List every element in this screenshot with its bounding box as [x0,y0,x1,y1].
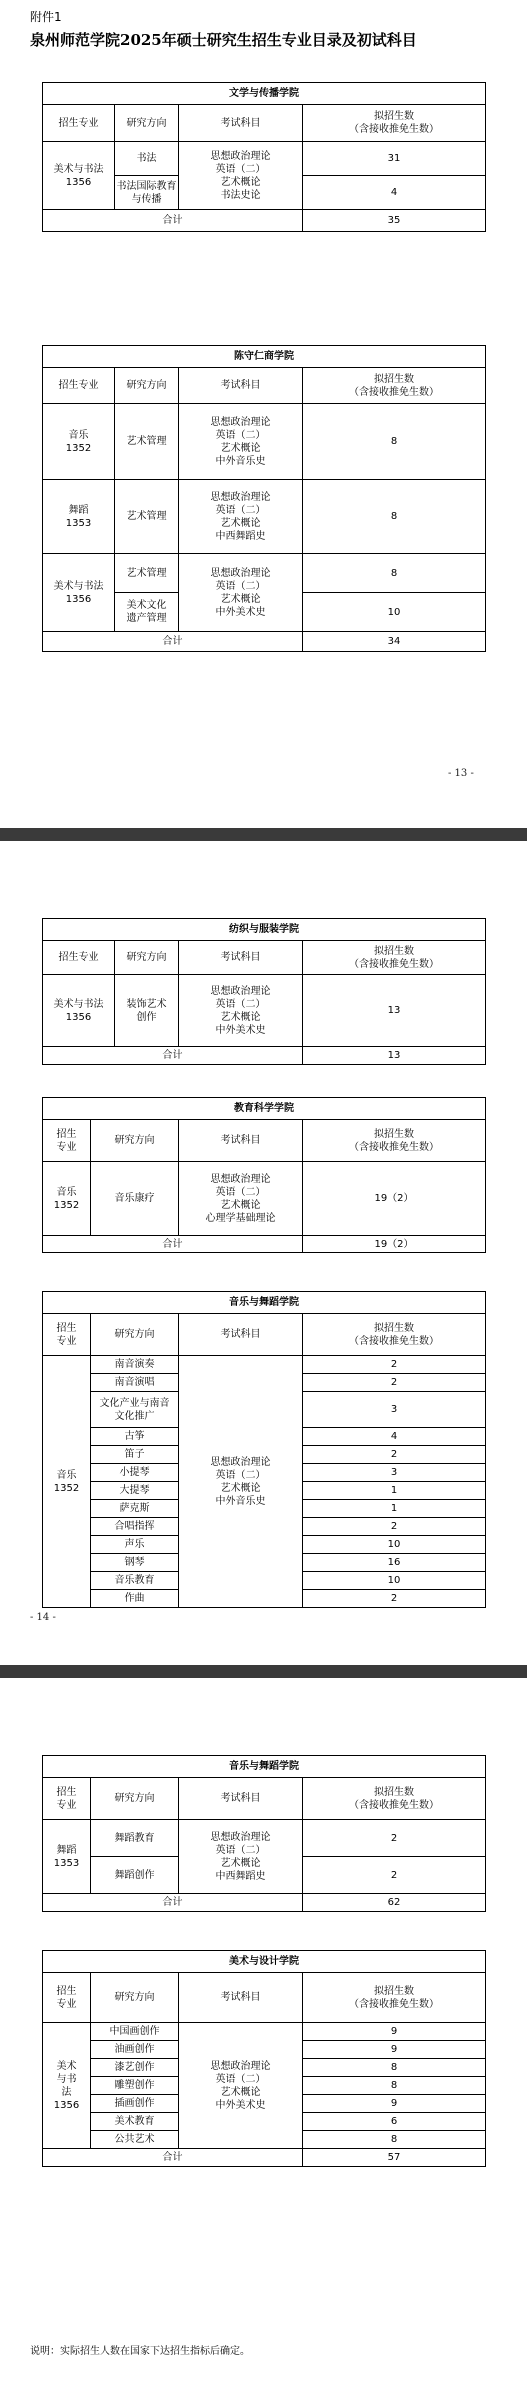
total-label: 合计 [43,2149,303,2167]
direction-cell: 笛子 [91,1446,179,1464]
count-cell: 16 [303,1554,486,1572]
header-major: 招生 专业 [43,1973,91,2023]
count-cell: 2 [303,1857,486,1894]
count-cell: 8 [303,404,486,480]
direction-cell: 钢琴 [91,1554,179,1572]
direction-cell: 艺术管理 [115,480,179,554]
count-cell: 9 [303,2023,486,2041]
direction-cell: 大提琴 [91,1482,179,1500]
subjects-cell: 思想政治理论 英语（二） 艺术概论 中西舞蹈史 [179,480,303,554]
major-cell: 舞蹈 1353 [43,1820,91,1894]
table-music-dance-college-dance [42,1755,486,1912]
direction-cell: 音乐教育 [91,1572,179,1590]
header-direction: 研究方向 [91,1778,179,1820]
header-major: 招生专业 [43,105,115,142]
total-value: 57 [303,2149,486,2167]
count-cell: 9 [303,2095,486,2113]
total-value: 62 [303,1894,486,1912]
college-name: 纺织与服装学院 [43,919,486,941]
count-cell: 8 [303,2059,486,2077]
college-name: 陈守仁商学院 [43,346,486,368]
college-name: 美术与设计学院 [43,1951,486,1973]
attachment-label: 附件1 [30,10,62,24]
direction-cell: 舞蹈创作 [91,1857,179,1894]
major-cell: 美术与书法 1356 [43,142,115,210]
count-cell: 2 [303,1356,486,1374]
table-education-college [42,1097,486,1253]
subjects-cell: 思想政治理论 英语（二） 艺术概论 书法史论 [179,142,303,210]
header-subjects: 考试科目 [179,1314,303,1356]
direction-cell: 美术文化 遗产管理 [115,593,179,632]
table-textile-college [42,918,486,1065]
direction-cell: 艺术管理 [115,404,179,480]
total-value: 35 [303,210,486,232]
direction-cell: 书法国际教育 与传播 [115,176,179,210]
major-cell: 美术 与书 法 1356 [43,2023,91,2149]
count-cell: 3 [303,1392,486,1428]
count-cell: 2 [303,1374,486,1392]
header-direction: 研究方向 [91,1314,179,1356]
count-cell: 13 [303,975,486,1047]
header-subjects: 考试科目 [179,368,303,404]
total-value: 19（2） [303,1236,486,1253]
header-planned: 拟招生数 （含接收推免生数） [303,368,486,404]
direction-cell: 装饰艺术 创作 [115,975,179,1047]
total-label: 合计 [43,632,303,652]
count-cell: 1 [303,1500,486,1518]
table-fine-arts-college [42,1950,486,2167]
page-title: 泉州师范学院2025年硕士研究生招生专业目录及初试科目 [30,31,417,49]
subjects-cell: 思想政治理论 英语（二） 艺术概论 中外美术史 [179,975,303,1047]
page-number: - 14 - [30,1612,56,1623]
major-cell: 音乐 1352 [43,404,115,480]
count-cell: 6 [303,2113,486,2131]
subjects-cell: 思想政治理论 英语（二） 艺术概论 中外美术史 [179,2023,303,2149]
total-label: 合计 [43,1047,303,1065]
major-cell: 美术与书法 1356 [43,975,115,1047]
major-cell: 音乐 1352 [43,1356,91,1608]
header-planned: 拟招生数 （含接收推免生数） [303,1778,486,1820]
header-subjects: 考试科目 [179,941,303,975]
total-label: 合计 [43,210,303,232]
direction-cell: 油画创作 [91,2041,179,2059]
college-name: 教育科学学院 [43,1098,486,1120]
direction-cell: 美术教育 [91,2113,179,2131]
table-business-college [42,345,486,652]
count-cell: 3 [303,1464,486,1482]
direction-cell: 书法 [115,142,179,176]
direction-cell: 公共艺术 [91,2131,179,2149]
table-music-dance-college [42,1291,486,1608]
table-literature-college [42,82,486,232]
direction-cell: 漆艺创作 [91,2059,179,2077]
subjects-cell: 思想政治理论 英语（二） 艺术概论 中西舞蹈史 [179,1820,303,1894]
direction-cell: 小提琴 [91,1464,179,1482]
subjects-cell: 思想政治理论 英语（二） 艺术概论 心理学基础理论 [179,1162,303,1236]
total-value: 34 [303,632,486,652]
header-direction: 研究方向 [115,105,179,142]
header-direction: 研究方向 [115,941,179,975]
direction-cell: 声乐 [91,1536,179,1554]
header-planned: 拟招生数 （含接收推免生数） [303,1314,486,1356]
direction-cell: 插画创作 [91,2095,179,2113]
direction-cell: 雕塑创作 [91,2077,179,2095]
direction-cell: 音乐康疗 [91,1162,179,1236]
header-major: 招生 专业 [43,1120,91,1162]
total-value: 13 [303,1047,486,1065]
count-cell: 4 [303,176,486,210]
footnote: 说明：实际招生人数在国家下达招生指标后确定。 [30,2346,250,2357]
header-major: 招生专业 [43,368,115,404]
college-name: 文学与传播学院 [43,83,486,105]
direction-cell: 艺术管理 [115,554,179,593]
header-subjects: 考试科目 [179,1973,303,2023]
total-label: 合计 [43,1236,303,1253]
college-name: 音乐与舞蹈学院 [43,1756,486,1778]
college-name: 音乐与舞蹈学院 [43,1292,486,1314]
header-planned: 拟招生数 （含接收推免生数） [303,1120,486,1162]
direction-cell: 萨克斯 [91,1500,179,1518]
count-cell: 19（2） [303,1162,486,1236]
header-planned: 拟招生数 （含接收推免生数） [303,1973,486,2023]
header-direction: 研究方向 [115,368,179,404]
header-direction: 研究方向 [91,1973,179,2023]
count-cell: 31 [303,142,486,176]
header-planned: 拟招生数 （含接收推免生数） [303,941,486,975]
direction-cell: 南音演奏 [91,1356,179,1374]
major-cell: 美术与书法 1356 [43,554,115,632]
header-planned: 拟招生数 （含接收推免生数） [303,105,486,142]
direction-cell: 南音演唱 [91,1374,179,1392]
total-label: 合计 [43,1894,303,1912]
count-cell: 2 [303,1518,486,1536]
count-cell: 8 [303,2131,486,2149]
count-cell: 2 [303,1590,486,1608]
count-cell: 8 [303,480,486,554]
major-cell: 舞蹈 1353 [43,480,115,554]
count-cell: 1 [303,1482,486,1500]
direction-cell: 文化产业与南音 文化推广 [91,1392,179,1428]
count-cell: 8 [303,2077,486,2095]
subjects-cell: 思想政治理论 英语（二） 艺术概论 中外音乐史 [179,404,303,480]
direction-cell: 中国画创作 [91,2023,179,2041]
direction-cell: 作曲 [91,1590,179,1608]
subjects-cell: 思想政治理论 英语（二） 艺术概论 中外音乐史 [179,1356,303,1608]
page-number: - 13 - [448,768,474,779]
header-subjects: 考试科目 [179,105,303,142]
direction-cell: 舞蹈教育 [91,1820,179,1857]
header-subjects: 考试科目 [179,1120,303,1162]
count-cell: 10 [303,593,486,632]
subjects-cell: 思想政治理论 英语（二） 艺术概论 中外美术史 [179,554,303,632]
major-cell: 音乐 1352 [43,1162,91,1236]
header-direction: 研究方向 [91,1120,179,1162]
count-cell: 8 [303,554,486,593]
count-cell: 10 [303,1572,486,1590]
page-separator [0,828,527,841]
count-cell: 4 [303,1428,486,1446]
header-major: 招生专业 [43,941,115,975]
direction-cell: 合唱指挥 [91,1518,179,1536]
header-major: 招生 专业 [43,1778,91,1820]
header-major: 招生 专业 [43,1314,91,1356]
count-cell: 2 [303,1820,486,1857]
count-cell: 2 [303,1446,486,1464]
count-cell: 9 [303,2041,486,2059]
header-subjects: 考试科目 [179,1778,303,1820]
count-cell: 10 [303,1536,486,1554]
direction-cell: 古筝 [91,1428,179,1446]
page-separator [0,1665,527,1678]
